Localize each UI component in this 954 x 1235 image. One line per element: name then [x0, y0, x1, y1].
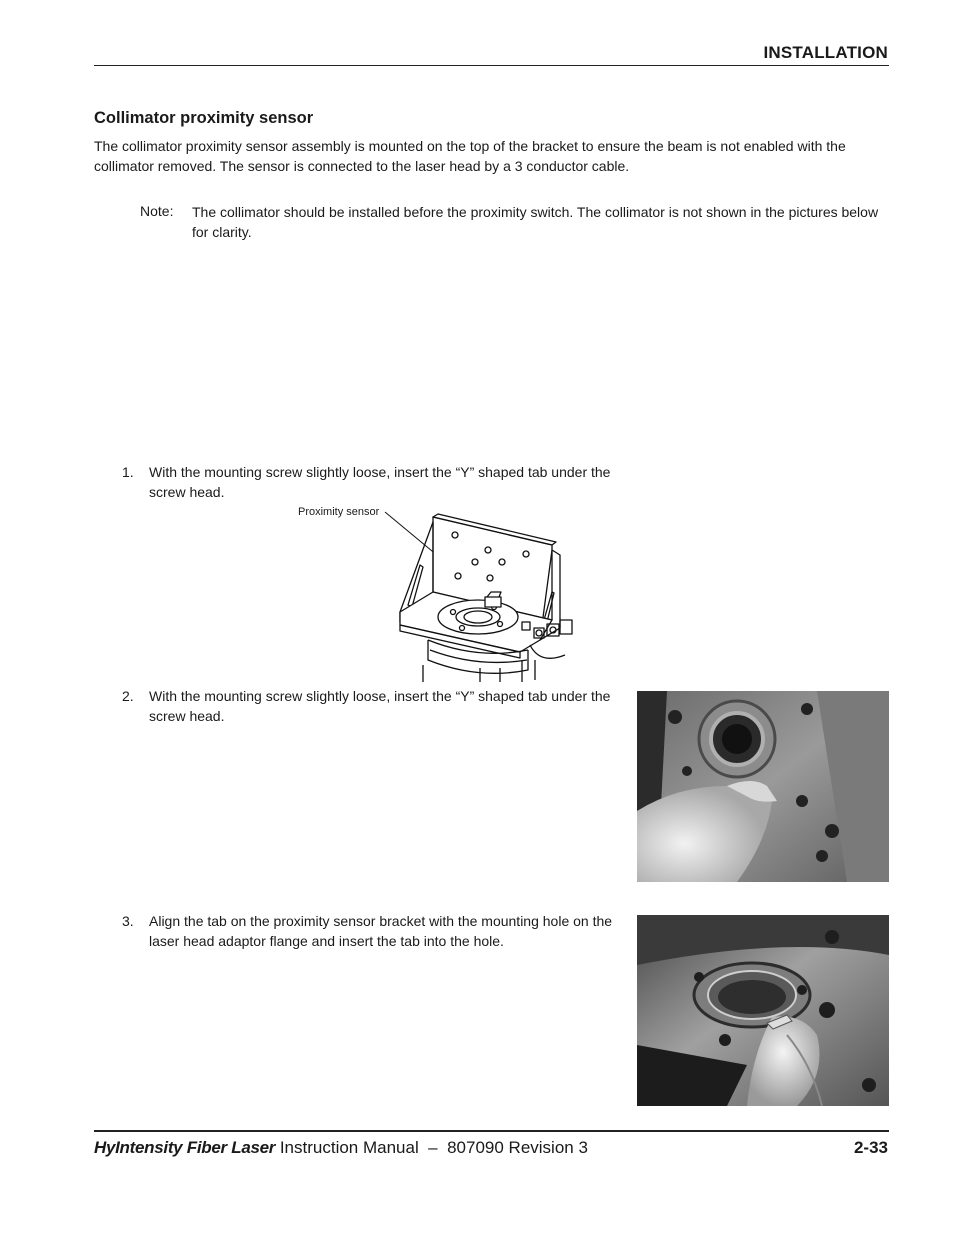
step-number: 2. [122, 688, 134, 704]
photo-step-2 [637, 691, 889, 882]
product-name: HyIntensity Fiber Laser [94, 1138, 276, 1157]
step-text: Align the tab on the proximity sensor bracket with the mounting hole on the laser head adaptor flange and insert the tab into the hole. [149, 913, 613, 949]
manual-info: Instruction Manual – 807090 Revision 3 [275, 1138, 588, 1157]
note-text: The collimator should be installed before the proximity switch. The collimator is not shown in the pictures below for clarity. [192, 204, 879, 240]
page-number: 2-33 [853, 1138, 888, 1157]
proximity-sensor-callout: Proximity sensor [298, 506, 380, 518]
bracket-drawing [290, 500, 590, 685]
step-3 [122, 912, 642, 952]
note-label: Note: [140, 203, 174, 219]
step-2 [122, 687, 642, 727]
section-heading: Collimator proximity sensor [94, 109, 314, 127]
header-rule [94, 65, 889, 66]
step-number: 3. [122, 913, 134, 929]
step-text: With the mounting screw slightly loose, insert the “Y” shaped tab under the screw head. [149, 688, 611, 724]
footer-title [94, 1138, 588, 1158]
intro-paragraph: The collimator proximity sensor assembly is mounted on the top of the bracket to ensure the beam is not enabled with the collimator removed. The sensor is connected to the laser head by a 3 conductor cable. [94, 138, 846, 174]
photo-step-3 [637, 915, 889, 1106]
footer-rule [94, 1130, 889, 1132]
step-1 [122, 463, 642, 503]
section-title: INSTALLATION [763, 43, 888, 62]
step-number: 1. [122, 464, 134, 480]
step-text: With the mounting screw slightly loose, insert the “Y” shaped tab under the screw head. [149, 464, 611, 500]
